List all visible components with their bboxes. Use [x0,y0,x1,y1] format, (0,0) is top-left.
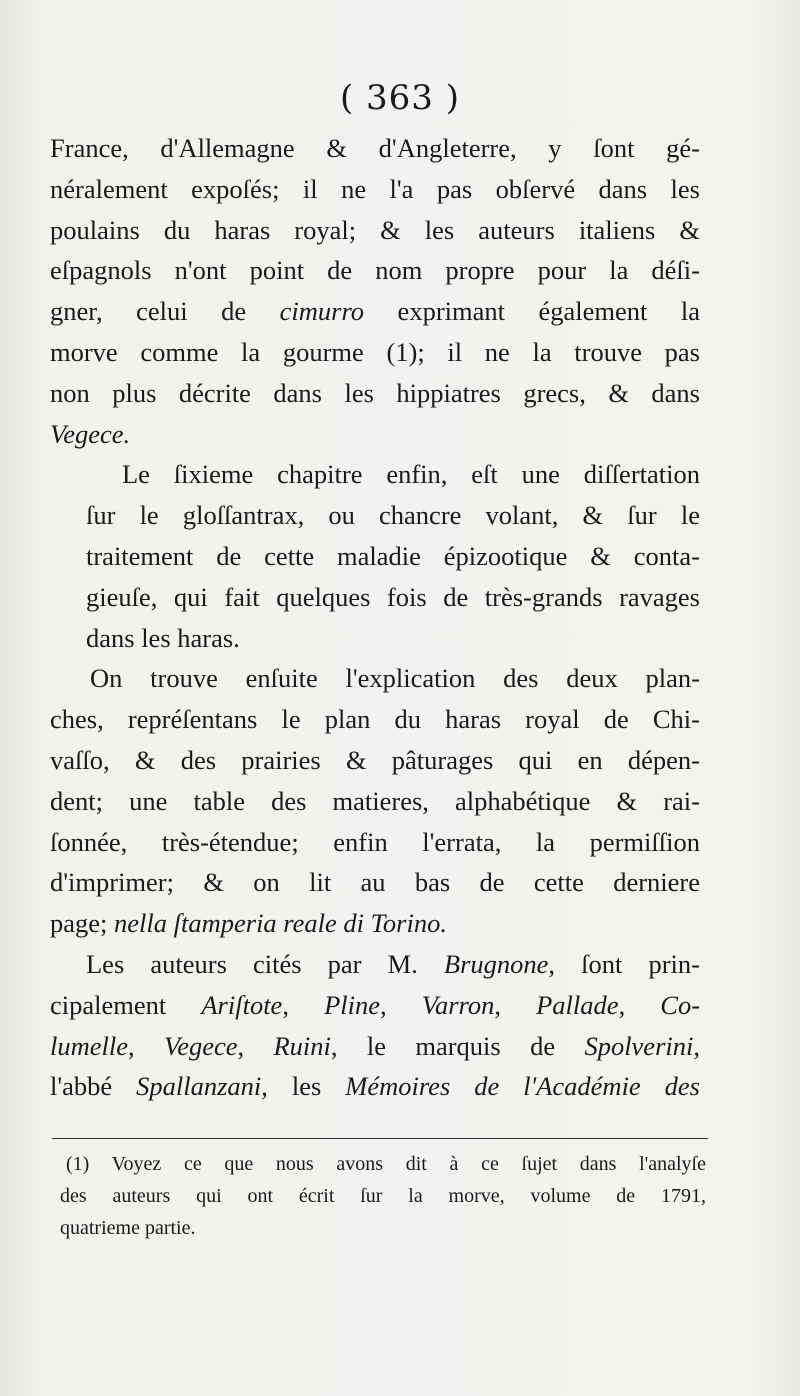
paragraph-4 [50,944,700,1107]
body-text [50,128,700,1107]
footnote-line: (1) Voyez ce que nous avons dit à ce ſujet dans l'analyſe [66,1153,706,1175]
text-line: morve comme la gourme (1); il ne la trouve pas [50,336,700,367]
text-line: Vegece. [50,418,131,449]
text-line: cipalement Ariſtote, Pline, Varron, Pallade, Co- [50,989,701,1020]
paragraph-3 [50,658,700,944]
text-line: On trouve enſuite l'explication des deux plan- [90,663,700,694]
page-number: ( 363 ) [339,78,461,118]
paragraph-1 [50,128,700,454]
text-line: poulains du haras royal; & les auteurs italiens & [50,214,700,245]
text-line: gieuſe, qui fait quelques fois de très-grands ravages [86,581,700,612]
paragraph-2 [50,454,700,658]
footnote-line: des auteurs qui ont écrit ſur la morve, volume de 1791, [60,1185,706,1207]
text-line: gner, celui de cimurro exprimant également la [50,296,700,327]
text-line: non plus décrite dans les hippiatres grecs, & dans [50,377,700,408]
text-line: Le ſixieme chapitre enfin, eſt une diſſertation [122,459,700,490]
text-line: vaſſo, & des prairies & pâturages qui en dépen- [50,744,700,775]
text-line: eſpagnols n'ont point de nom propre pour la déſi- [50,255,700,286]
text-line: Les auteurs cités par M. Brugnone, ſont prin- [86,948,700,979]
text-line: dent; une table des matieres, alphabétique & rai- [50,785,700,816]
text-line: lumelle, Vegece, Ruini, le marquis de Spolverini, [50,1030,700,1061]
text-line: France, d'Allemagne & d'Angleterre, y ſont gé- [50,133,700,163]
footnote-rule [52,1138,708,1139]
text-line: page; nella ſtamperia reale di Torino. [50,908,447,939]
text-line: d'imprimer; & on lit au bas de cette derniere [50,867,700,898]
text-line: ſur le gloſſantrax, ou chancre volant, & ſur le [86,500,700,531]
footnote [60,1148,706,1244]
footnote-line: quatrieme partie. [60,1217,196,1239]
text-line: néralement expoſés; il ne l'a pas obſervé dans les [50,173,700,204]
text-line: dans les haras. [86,622,240,653]
text-line: l'abbé Spallanzani, les Mémoires de l'Académie des [50,1071,700,1102]
text-line: ſonnée, très-étendue; enfin l'errata, la permiſſion [50,826,700,857]
text-line: ches, repréſentans le plan du haras royal de Chi- [50,704,700,735]
text-line: traitement de cette maladie épizootique & conta- [86,540,700,571]
